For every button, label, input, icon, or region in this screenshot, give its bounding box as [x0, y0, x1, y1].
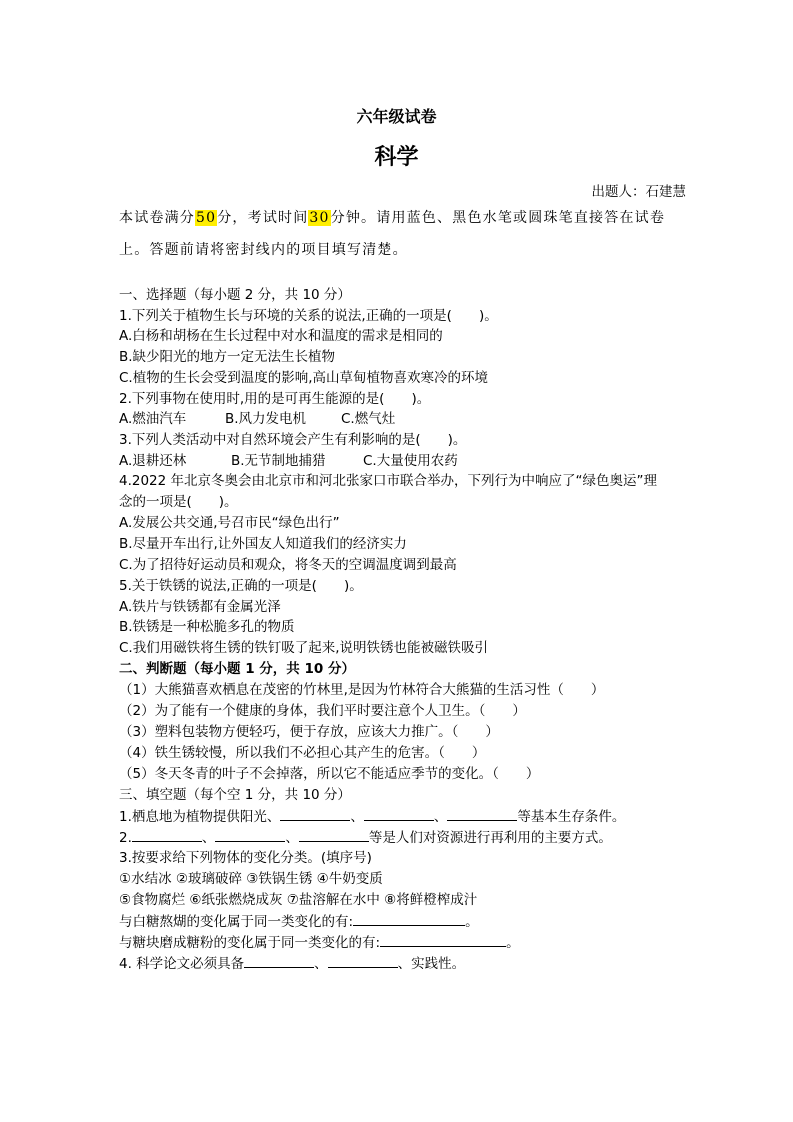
section3-title: 三、填空题（每个空 1 分，共 10 分） — [119, 787, 351, 803]
question-2-option-c: C.燃气灶 — [341, 411, 396, 427]
intro-text-3: 分钟。请用蓝色、黑色水笔或圆珠笔直接答在试卷上。答题前请将密封线内的项目填写清楚。 — [119, 210, 666, 258]
question-3-option-c: C.大量使用农药 — [363, 453, 458, 469]
separator: 、 — [201, 830, 216, 846]
question-2-option-a: A.燃油汽车 — [119, 411, 187, 427]
question-1-option-a: A.白杨和胡杨在生长过程中对水和温度的需求是相同的 — [119, 328, 443, 344]
fill-3: 3.按要求给下列物体的变化分类。(填序号) — [119, 850, 372, 866]
fill-4-end: 、实践性。 — [397, 956, 466, 972]
fill-4 — [119, 953, 465, 974]
fill-2 — [119, 827, 612, 848]
period: 。 — [465, 914, 479, 930]
fill-3-question-2 — [119, 932, 520, 953]
question-5: 5.关于铁锈的说法,正确的一项是( )。 — [119, 578, 363, 594]
judge-3: （3）塑料包装物方便轻巧，便于存放，应该大力推广。（ ） — [119, 724, 499, 740]
separator: 、 — [285, 830, 299, 846]
question-4-option-b: B.尽量开车出行,让外国友人知道我们的经济实力 — [119, 536, 407, 552]
grade-title: 六年级试卷 — [356, 107, 437, 126]
question-3: 3.下列人类活动中对自然环境会产生有利影响的是( )。 — [119, 432, 467, 448]
question-2-option-b: B.风力发电机 — [225, 411, 307, 427]
fill-3-question-2-text: 与糖块磨成糖粉的变化属于同一类变化的有: — [119, 935, 381, 951]
fill-1-end: 等基本生存条件。 — [517, 809, 626, 825]
intro-text-2: 分，考试时间 — [217, 210, 309, 226]
judge-4: （4）铁生锈较慢，所以我们不必担心其产生的危害。（ ） — [119, 745, 486, 761]
question-1-option-c: C.植物的生长会受到温度的影响,高山草甸植物喜欢寒冷的环境 — [119, 370, 489, 386]
fill-blank[interactable] — [280, 806, 350, 821]
judge-1: （1）大熊猫喜欢栖息在茂密的竹林里,是因为竹林符合大熊猫的生活习性（ ） — [119, 682, 605, 698]
fill-3-items-1: ①水结冰 ②玻璃破碎 ③铁锅生锈 ④牛奶变质 — [119, 871, 383, 887]
fill-3-question-1-text: 与白糖熬煳的变化属于同一类变化的有: — [119, 914, 354, 930]
fill-blank[interactable] — [353, 911, 465, 926]
question-2-options — [119, 409, 395, 429]
fill-2-text: 2. — [119, 830, 132, 846]
fill-blank[interactable] — [328, 953, 398, 968]
section1-title: 一、选择题（每小题 2 分，共 10 分） — [119, 287, 351, 303]
section2-title: 二、判断题（每小题 1 分，共 10 分） — [119, 661, 355, 677]
question-5-option-c: C.我们用磁铁将生锈的铁钉吸了起来,说明铁锈也能被磁铁吸引 — [119, 640, 489, 656]
author: 出题人：石建慧 — [591, 184, 686, 200]
question-3-options — [119, 451, 458, 471]
question-2: 2.下列事物在使用时,用的是可再生能源的是( )。 — [119, 391, 431, 407]
subject-title: 科学 — [374, 145, 419, 170]
question-3-option-b: B.无节制地捕猎 — [231, 453, 326, 469]
separator: 、 — [433, 809, 448, 825]
period: 。 — [506, 935, 520, 951]
fill-blank[interactable] — [299, 827, 369, 842]
fill-3-question-1 — [119, 911, 479, 932]
question-1: 1.下列关于植物生长与环境的关系的说法,正确的一项是( )。 — [119, 308, 498, 324]
question-1-option-b: B.缺少阳光的地方一定无法生长植物 — [119, 349, 336, 365]
fill-1 — [119, 806, 625, 827]
fill-blank[interactable] — [132, 827, 202, 842]
fill-2-end: 等是人们对资源进行再利用的主要方式。 — [368, 830, 612, 846]
fill-blank[interactable] — [447, 806, 517, 821]
fill-3-items-2: ⑤食物腐烂 ⑥纸张燃烧成灰 ⑦盐溶解在水中 ⑧将鲜橙榨成汁 — [119, 892, 478, 908]
fill-blank[interactable] — [215, 827, 285, 842]
fill-blank[interactable] — [380, 932, 506, 947]
exam-instructions — [119, 202, 679, 266]
intro-text-1: 本试卷满分 — [119, 210, 195, 226]
judge-5: （5）冬天冬青的叶子不会掉落，所以它不能适应季节的变化。（ ） — [119, 766, 540, 782]
question-4-option-a: A.发展公共交通,号召市民“绿色出行” — [119, 515, 340, 531]
question-4-line-1: 4.2022 年北京冬奥会由北京市和河北张家口市联合举办，下列行为中响应了“绿色奥运”理 — [119, 473, 658, 489]
judge-2: （2）为了能有一个健康的身体，我们平时要注意个人卫生。（ ） — [119, 703, 526, 719]
total-score-highlight: 50 — [196, 210, 217, 226]
fill-1-text: 1.栖息地为植物提供阳光、 — [119, 809, 281, 825]
question-4-option-c: C.为了招待好运动员和观众，将冬天的空调温度调到最高 — [119, 557, 457, 573]
fill-blank[interactable] — [364, 806, 434, 821]
question-5-option-b: B.铁锈是一种松脆多孔的物质 — [119, 619, 295, 635]
time-limit-highlight: 30 — [309, 210, 330, 226]
separator: 、 — [314, 956, 328, 972]
fill-4-text: 4. 科学论文必须具备 — [119, 956, 245, 972]
question-3-option-a: A.退耕还林 — [119, 453, 187, 469]
separator: 、 — [350, 809, 364, 825]
question-5-option-a: A.铁片与铁锈都有金属光泽 — [119, 599, 281, 615]
fill-blank[interactable] — [244, 953, 314, 968]
question-4-line-2: 念的一项是( )。 — [119, 494, 238, 510]
